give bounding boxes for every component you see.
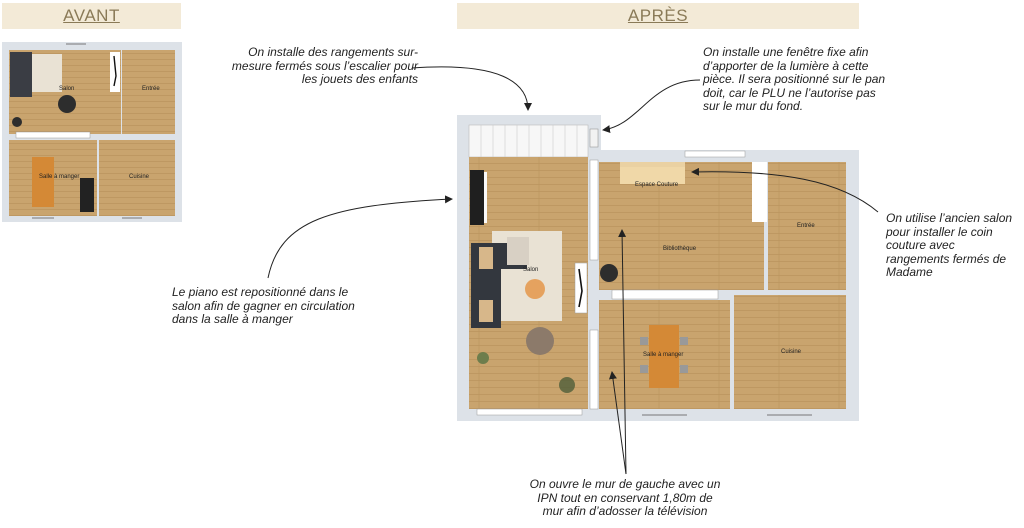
- after-room-bibliotheque: Bibliothèque: [663, 246, 697, 252]
- before-room-entree: Entrée: [142, 86, 160, 92]
- after-room-salle-a-manger: Salle à manger: [643, 352, 684, 358]
- header-before: [2, 3, 181, 29]
- floorplan-before: [2, 42, 182, 222]
- header-after: [457, 3, 859, 29]
- floorplan-before-drawing: [2, 42, 182, 222]
- after-room-cuisine: Cuisine: [781, 349, 802, 355]
- after-room-entree: Entrée: [797, 223, 815, 229]
- note-couture: On utilise l’ancien salon pour installer le coin couture avec rangements fermés de Madame: [886, 211, 1013, 279]
- before-room-salle-a-manger: Salle à manger: [39, 174, 80, 180]
- after-room-salon: Salon: [523, 267, 539, 273]
- arrow-piano: [268, 199, 452, 278]
- note-wall: On ouvre le mur de gauche avec un IPN tout en conservant 1,80m de mur afin d’adosser la télévision: [529, 477, 721, 518]
- before-room-salon: Salon: [59, 86, 75, 92]
- before-room-cuisine: Cuisine: [129, 174, 150, 180]
- note-window: On installe une fenêtre fixe afin d’apporter de la lumière à cette pièce. Il sera positionné sur le pan doit, car le PLU ne l’autorise pas sur le mur du fond.: [703, 45, 886, 113]
- floorplan-after-drawing: [457, 115, 859, 421]
- header-after-label: APRÈS: [627, 6, 689, 25]
- note-piano: Le piano est repositionné dans le salon afin de gagner en circulation dans la salle à manger: [172, 285, 355, 326]
- note-stairs: On installe des rangements sur- mesure fermés sous l’escalier pour les jouets des enfants: [231, 45, 418, 86]
- floorplan-after: [457, 115, 859, 421]
- header-before-label: AVANT: [63, 6, 120, 25]
- after-room-espace-couture: Espace Couture: [635, 182, 679, 188]
- arrow-stairs: [412, 67, 528, 110]
